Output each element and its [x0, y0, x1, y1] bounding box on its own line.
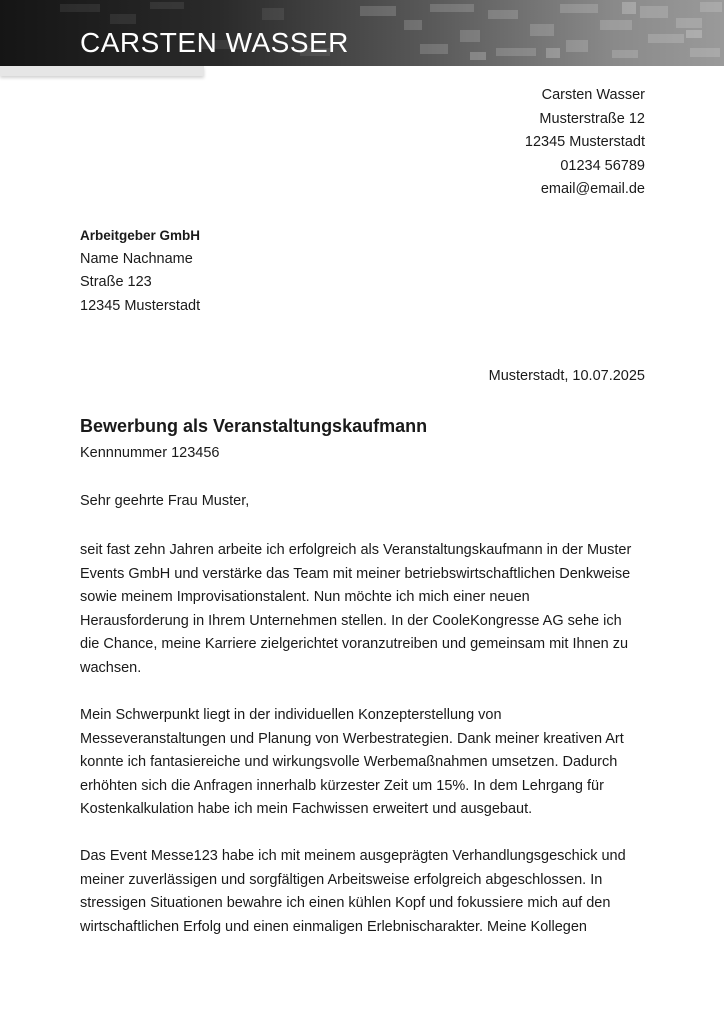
paragraph-line: Messeveranstaltungen und Planung von Werbestrategien. Dank meiner kreativen Art — [80, 730, 624, 747]
header-underbar — [0, 66, 204, 76]
paragraph-line: wachsen. — [80, 659, 142, 676]
paragraph-line: stressigen Situationen bewahre ich einen kühlen Kopf und fokussiere mich auf den — [80, 895, 611, 912]
recipient-company: Arbeitgeber GmbH — [80, 228, 201, 243]
paragraph-line: seit fast zehn Jahren arbeite ich erfolgreich als Veranstaltungskaufmann in der Muster — [80, 542, 632, 558]
header-name: CARSTEN WASSER — [80, 27, 349, 58]
recipient-street: Straße 123 — [80, 274, 152, 291]
paragraph-line: konnte ich fantasiereiche und wirkungsvolle Werbemaßnahmen umsetzen. Dadurch — [80, 754, 618, 771]
paragraph-1 — [80, 539, 660, 681]
paragraph-3 — [80, 845, 660, 939]
recipient-city: 12345 Musterstadt — [80, 297, 201, 314]
salutation: Sehr geehrte Frau Muster, — [80, 493, 250, 509]
paragraph-line: sowie meinem Improvisationstalent. Nun möchte ich mich einer neuen — [80, 589, 530, 606]
paragraph-line: Herausforderung in Ihrem Unternehmen stellen. In der CooleKongresse AG sehe ich — [80, 612, 622, 629]
sender-address — [525, 84, 645, 202]
reference-number: Kennnummer 123456 — [80, 445, 220, 461]
recipient-contact: Name Nachname — [80, 250, 193, 267]
paragraph-line: die Chance, meine Karriere zielgerichtet voranzutreiben und gemeinsam mit Ihnen zu — [80, 636, 629, 653]
paragraph-line: meiner zuverlässigen und sorgfältigen Arbeitsweise erfolgreich abgeschlossen. In — [80, 871, 603, 888]
sender-street: Musterstraße 12 — [539, 110, 645, 127]
paragraph-line: Mein Schwerpunkt liegt in der individuellen Konzepterstellung von — [80, 707, 502, 723]
paragraph-line: erhöhten sich die Anfragen innerhalb kürzester Zeit um 15%. In dem Lehrgang für — [80, 777, 604, 794]
sender-email: email@email.de — [540, 181, 645, 198]
sender-city: 12345 Musterstadt — [524, 134, 645, 151]
letter-subject: Bewerbung als Veranstaltungskaufmann — [80, 416, 428, 436]
sender-phone: 01234 56789 — [560, 157, 645, 174]
paragraph-line: Das Event Messe123 habe ich mit meinem ausgeprägten Verhandlungsgeschick und — [80, 848, 626, 864]
paragraph-line: Kostenkalkulation habe ich mein Fachwissen erweitert und ausgebaut. — [80, 801, 533, 818]
recipient-address — [80, 224, 200, 318]
paragraph-2 — [80, 704, 660, 822]
header-banner — [0, 0, 724, 66]
sender-name: Carsten Wasser — [541, 87, 645, 103]
paragraph-line: Events GmbH und verstärke das Team mit meiner betriebswirtschaftlichen Denkweise — [80, 565, 631, 582]
paragraph-line: wirtschaftlichen Erfolg und einen einmaligen Erlebnischarakter. Meine Kollegen — [80, 918, 587, 935]
letter-date: Musterstadt, 10.07.2025 — [488, 368, 645, 384]
